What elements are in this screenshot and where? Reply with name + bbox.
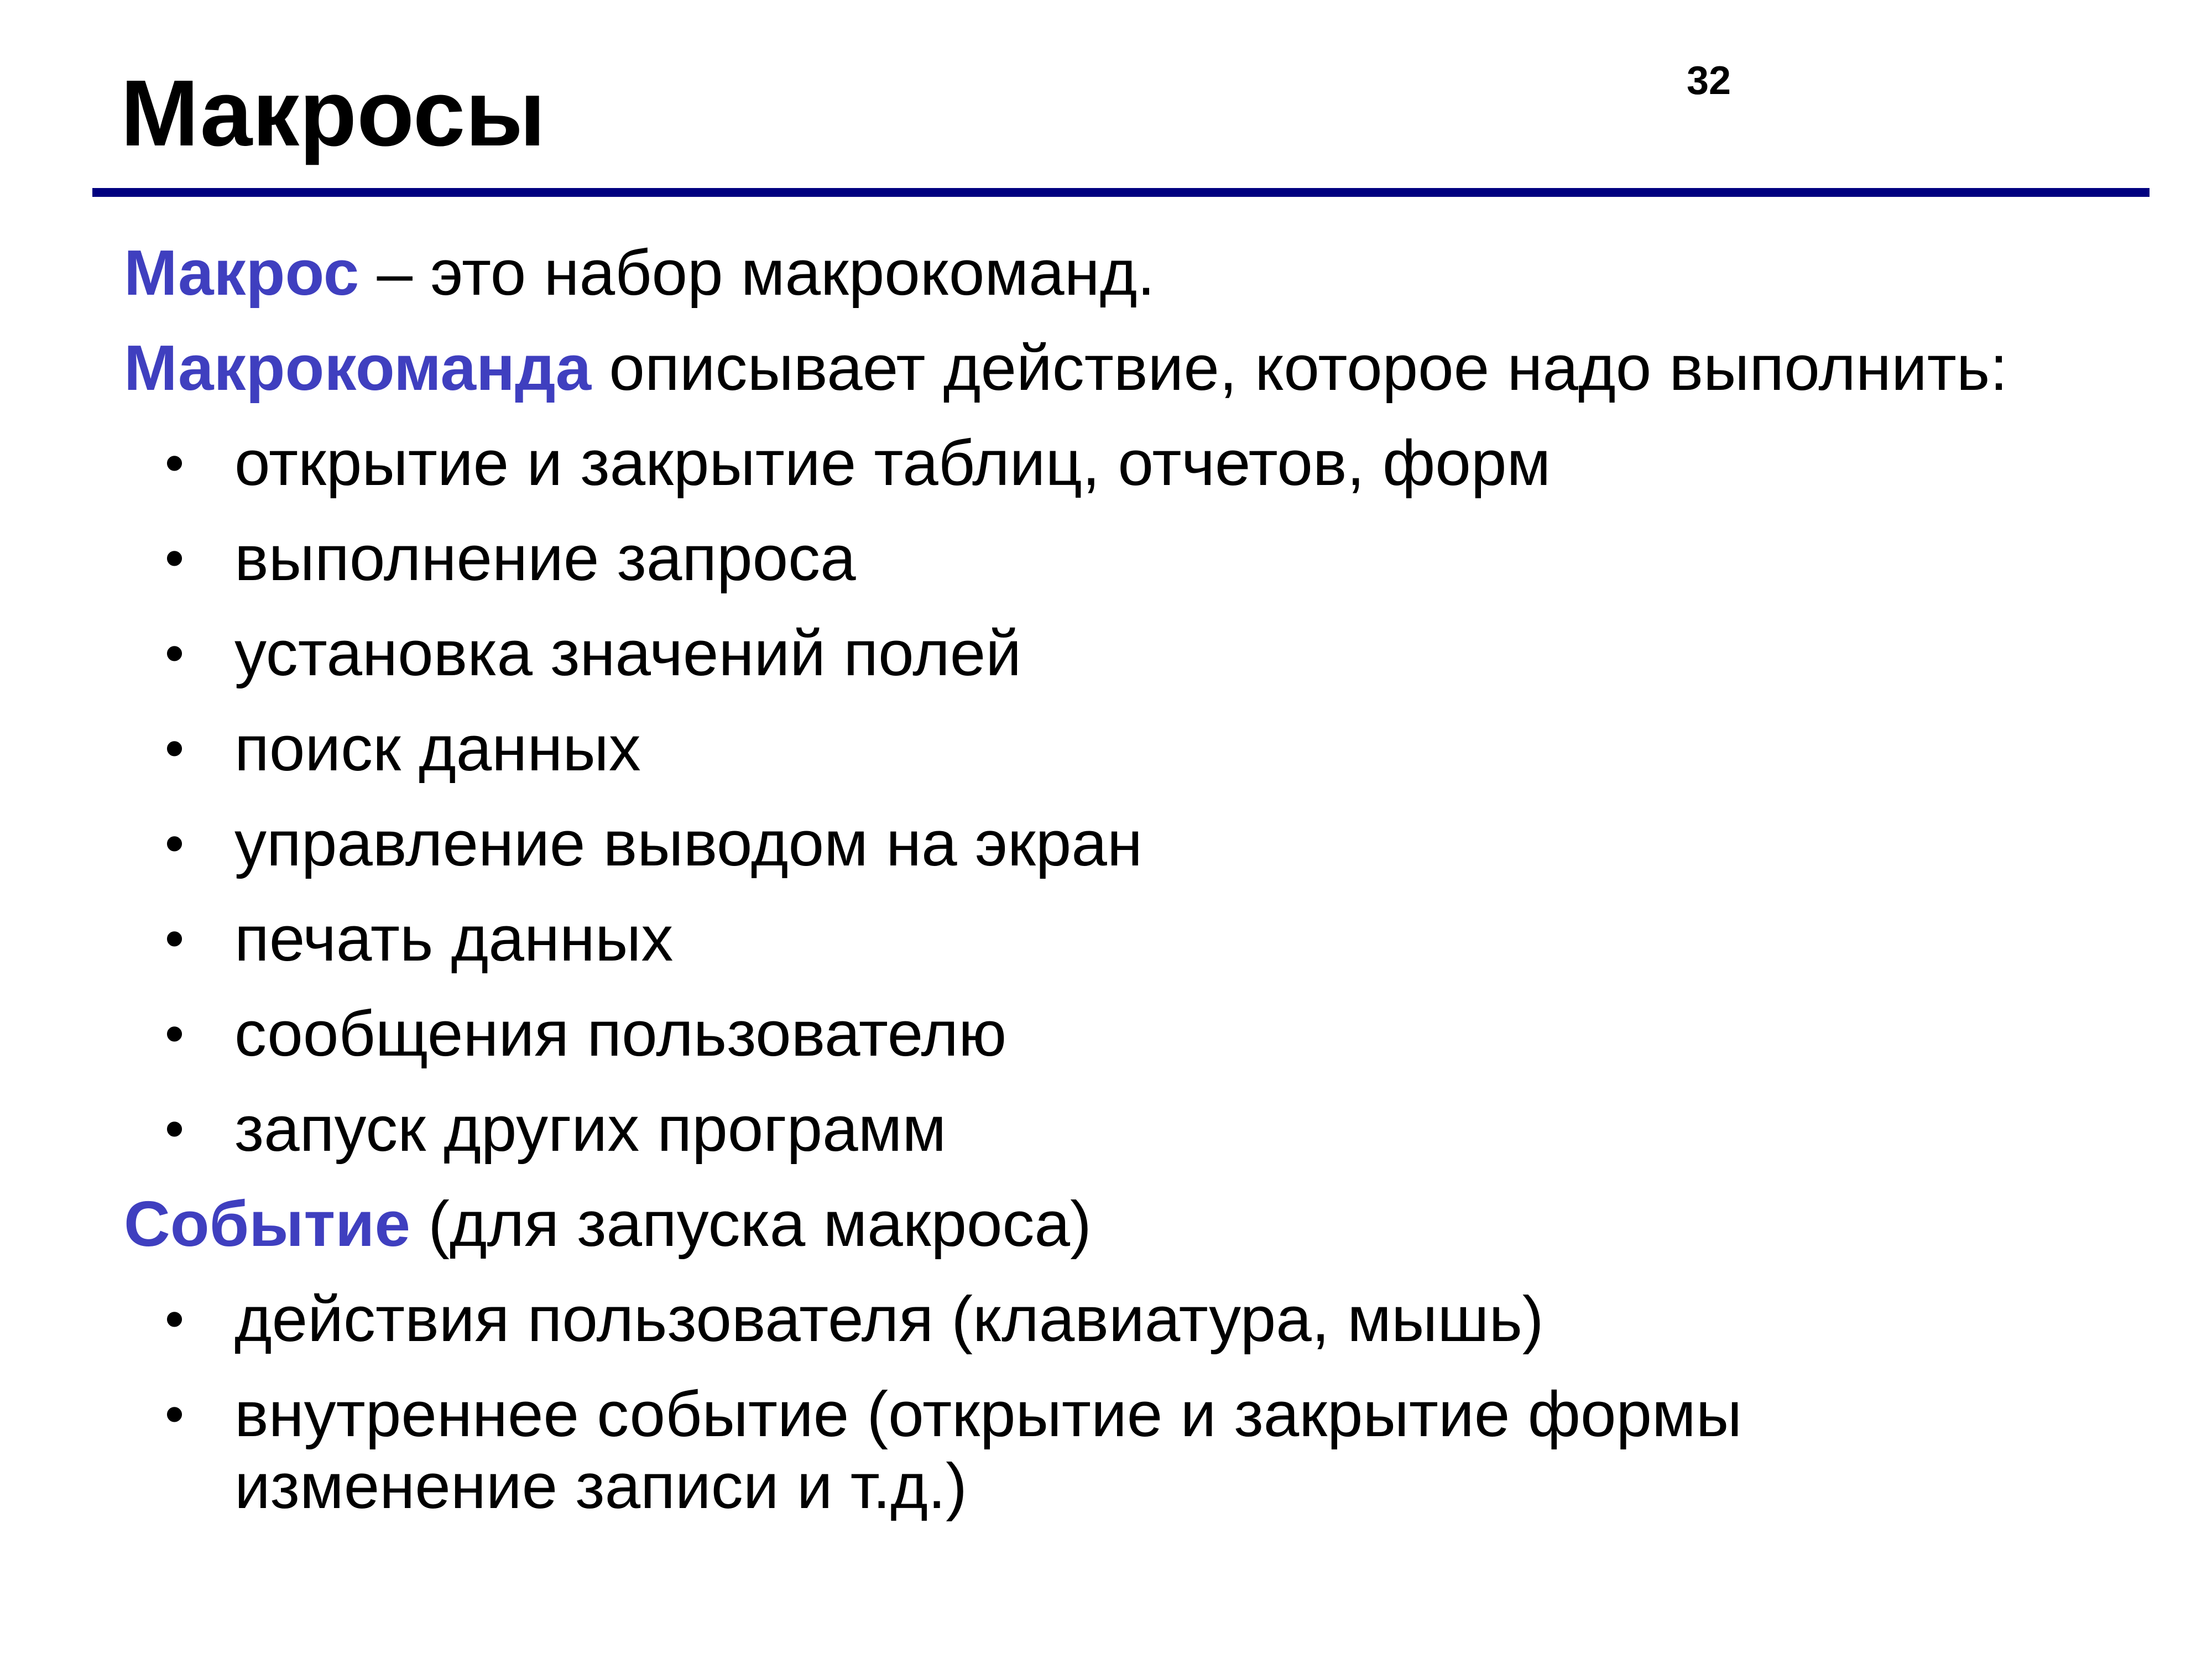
bullet-icon: • (165, 1098, 185, 1160)
list-item-label: внутреннее событие (открытие и закрытие формы изменение записи и т.д.) (234, 1378, 1743, 1522)
bullet-icon: • (165, 1003, 185, 1065)
list-item-label: выполнение запроса (234, 522, 856, 594)
page-number: 32 (1687, 59, 1731, 103)
list-item (124, 998, 2170, 1070)
bullet-icon: • (165, 907, 185, 969)
actions-list (124, 427, 2170, 1165)
bullet-icon: • (165, 432, 185, 494)
list-item (124, 427, 2170, 499)
list-item-label: управление выводом на экран (234, 807, 1142, 879)
list-item-label: действия пользователя (клавиатура, мышь) (234, 1283, 1544, 1355)
bullet-icon: • (165, 1288, 185, 1350)
list-item-label: установка значений полей (234, 617, 1022, 689)
title-divider (92, 188, 2150, 197)
list-item (124, 902, 2170, 974)
bullet-icon: • (165, 717, 185, 779)
bullet-icon: • (165, 622, 185, 684)
definition-event-text: (для запуска макроса) (410, 1188, 1092, 1260)
list-item (124, 712, 2170, 784)
list-item-label: открытие и закрытие таблиц, отчетов, форм (234, 427, 1551, 499)
list-item (124, 1283, 2170, 1355)
list-item-label: печать данных (234, 902, 674, 974)
list-item (124, 522, 2170, 594)
term-macro-command: Макрокоманда (124, 332, 592, 404)
definition-macro-command (124, 332, 2170, 404)
bullet-icon: • (165, 527, 185, 589)
list-item (124, 617, 2170, 689)
definition-event (124, 1188, 2170, 1260)
list-item-label: сообщения пользователю (234, 998, 1007, 1070)
list-item-label: запуск других программ (234, 1093, 947, 1165)
events-list (124, 1283, 2170, 1522)
slide-title: Макросы (121, 61, 546, 166)
term-macro: Макрос (124, 237, 359, 309)
list-item (124, 1378, 2059, 1522)
definition-macro-command-text: описывает действие, которое надо выполнить: (591, 332, 2008, 404)
list-item (124, 807, 2170, 879)
bullet-icon: • (165, 1383, 185, 1445)
definition-macro (124, 237, 2170, 309)
bullet-icon: • (165, 812, 185, 874)
term-event: Событие (124, 1188, 410, 1260)
list-item-label: поиск данных (234, 712, 641, 784)
list-item (124, 1093, 2170, 1165)
slide-body (124, 237, 2170, 1545)
definition-macro-text: – это набор макрокоманд. (359, 237, 1155, 309)
